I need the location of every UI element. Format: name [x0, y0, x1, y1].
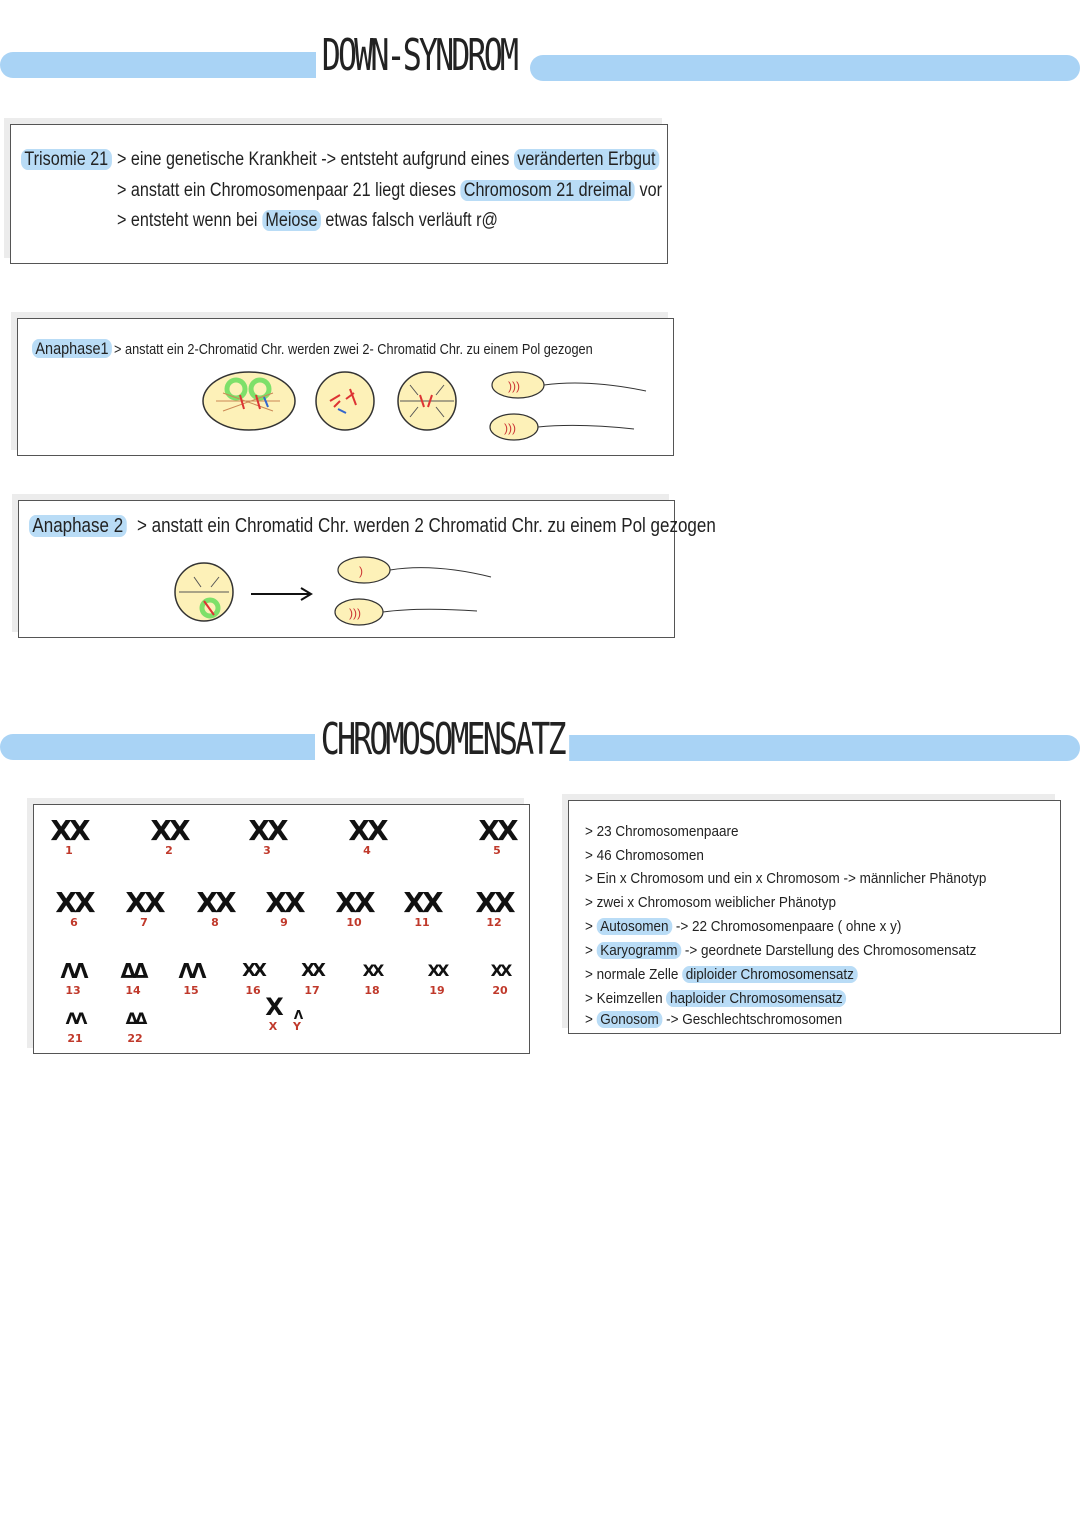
- section-title-chromosomensatz: CHROMOSOMENSATZ: [315, 714, 569, 765]
- chromosome-11: XX 11: [403, 886, 441, 929]
- cell-metaphase: [203, 372, 295, 430]
- svg-text:))): ))): [508, 379, 520, 393]
- chromosome-x: X X: [265, 993, 281, 1033]
- heading2-band-right: [550, 735, 1080, 761]
- heading2-band-left: [0, 734, 330, 760]
- trisomie-label: Trisomie 21: [21, 149, 112, 171]
- chromosome-y: Λ Y: [293, 1008, 301, 1033]
- svg-text:))): ))): [349, 606, 361, 620]
- trisomie-box: [10, 124, 668, 264]
- info-line-5: > Autosomen -> 22 Chromosomenpaare ( ohne x y): [585, 918, 902, 935]
- anaphase2-text: > anstatt ein Chromatid Chr. werden 2 Chromatid Chr. zu einem Pol gezogen: [137, 515, 716, 537]
- anaphase1-diagram: [18, 319, 673, 455]
- anaphase2-label: Anaphase 2: [29, 515, 127, 538]
- info-line-9: > Gonosom -> Geschlechtschromosomen: [585, 1011, 843, 1028]
- svg-text:))): ))): [504, 421, 516, 435]
- chromosome-8: XX 8: [196, 886, 234, 929]
- chromosome-13: ΛΛ 13: [60, 959, 86, 997]
- cell-anaphase-b: [398, 372, 456, 430]
- chromosome-14: ΔΔ 14: [120, 959, 146, 997]
- cell-anaphase-a: [316, 372, 374, 430]
- anaphase2-diagram: [19, 501, 674, 637]
- chromosome-2: XX 2: [150, 814, 188, 857]
- info-line-2: > 46 Chromosomen: [585, 847, 704, 864]
- karyogram-box: [33, 804, 530, 1054]
- trisomie-line-2: > anstatt ein Chromosomenpaar 21 liegt dieses Chromosom 21 dreimal vor: [117, 180, 662, 201]
- chromosome-22: ΔΔ 22: [125, 1009, 145, 1045]
- anaphase1-box: [17, 318, 674, 456]
- info-line-3: > Ein x Chromosom und ein x Chromosom -> männlicher Phänotyp: [585, 870, 987, 887]
- title-band-right: [530, 55, 1080, 81]
- info-line-1: > 23 Chromosomenpaare: [585, 823, 739, 840]
- chromosome-19: XX 19: [427, 961, 447, 997]
- chromosome-3: XX 3: [248, 814, 286, 857]
- chromosome-1: XX 1: [50, 814, 88, 857]
- arrow: [251, 588, 311, 600]
- chromosome-17: XX 17: [301, 960, 323, 997]
- trisomie-line-1: > eine genetische Krankheit -> entsteht aufgrund eines veränderten Erbgut: [117, 149, 659, 171]
- info-line-7: > normale Zelle diploider Chromosomensatz: [585, 966, 857, 983]
- info-line-4: > zwei x Chromosom weiblicher Phänotyp: [585, 894, 836, 911]
- title-band-left: [0, 52, 330, 78]
- chromosome-18: XX 18: [362, 961, 382, 997]
- chromosome-10: XX 10: [335, 886, 373, 929]
- anaphase1-label: Anaphase1: [32, 339, 112, 359]
- info-line-8: > Keimzellen haploider Chromosomensatz: [585, 990, 846, 1007]
- info-line-6: > Karyogramm -> geordnete Darstellung des Chromosomensatz: [585, 942, 977, 959]
- anaphase2-box: [18, 500, 716, 638]
- sperm-cell-2: [490, 414, 634, 440]
- chromosome-21: ΛΛ 21: [65, 1009, 85, 1045]
- chromosome-20: XX 20: [490, 961, 510, 997]
- chromosome-15: ΛΛ 15: [178, 959, 204, 997]
- info-box: [568, 800, 1061, 1034]
- page-title: DOWN-SYNDROM: [316, 30, 522, 81]
- cell-anaphase2: [175, 563, 233, 621]
- chromosome-6: XX 6: [55, 886, 93, 929]
- anaphase1-text: > anstatt ein 2-Chromatid Chr. werden zwei 2- Chromatid Chr. zu einem Pol gezogen: [114, 341, 593, 358]
- chromosome-16: XX 16: [242, 960, 264, 997]
- chromosome-5: XX 5: [478, 814, 516, 857]
- trisomie-line-3: > entsteht wenn bei Meiose etwas falsch verläuft r@: [117, 210, 498, 231]
- sperm-cell-4: [335, 599, 477, 625]
- sperm-cell-3: [338, 557, 491, 583]
- chromosome-7: XX 7: [125, 886, 163, 929]
- sperm-cell-1: [492, 372, 646, 398]
- chromosome-4: XX 4: [348, 814, 386, 857]
- chromosome-9: XX 9: [265, 886, 303, 929]
- svg-text:): ): [359, 564, 363, 578]
- chromosome-12: XX 12: [475, 886, 513, 929]
